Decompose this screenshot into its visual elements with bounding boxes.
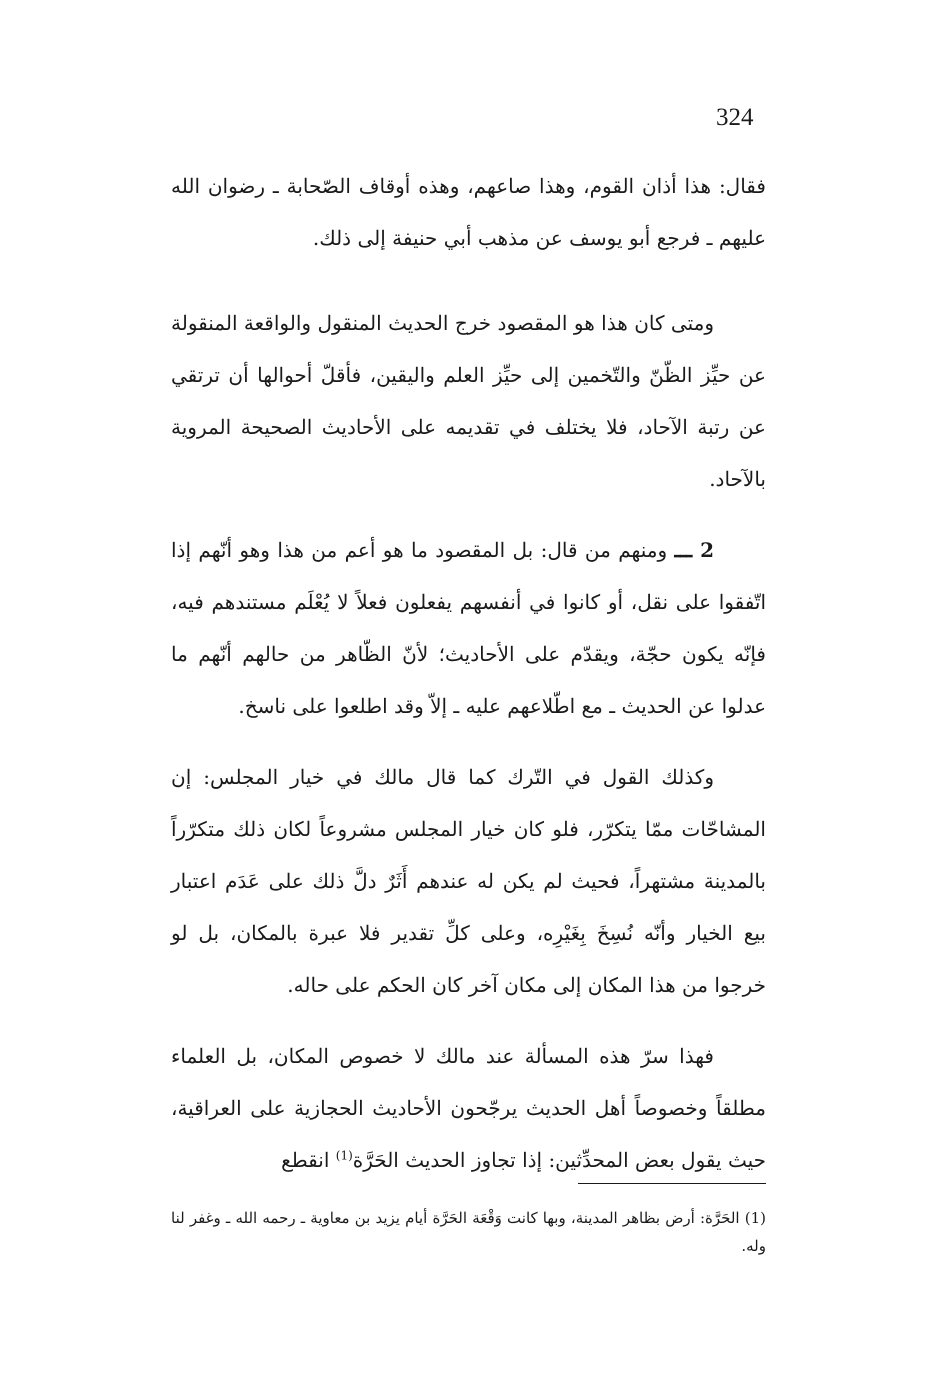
footnote [171,1204,766,1260]
paragraph-1-text: فقال: هذا أذان القوم، وهذا صاعهم، وهذه أوقاف الصّحابة ـ رضوان الله عليهم ـ فرجع أبو يوسف عن مذهب أبي حنيفة إلى ذلك. [171,174,766,250]
footnote-1 [171,1204,766,1260]
paragraph-1 [171,160,766,264]
footnote-reference[interactable]: (1) [335,1148,353,1163]
paragraph-5-tail: انقطع [281,1148,336,1172]
paragraph-3-text: ومنهم من قال: بل المقصود ما هو أعم من هذا وهو أنّهم إذا اتّفقوا على نقل، أو كانوا في أنفسهم يفعلون فعلاً لا يُعْلَم مستندهم فيه، فإنّه يكون حجّة، ويقدّم على الأحاديث؛ لأنّ الظّاهر من حالهم أنّهم ما عدلوا عن الحديث ـ مع اطّلاعهم عليه ـ إلاّ وقد اطلعوا على ناسخ. [171,538,766,718]
paragraph-2 [171,297,766,505]
paragraph-2-text: ومتى كان هذا هو المقصود خرج الحديث المنقول والواقعة المنقولة عن حيِّز الظّنّ والتّخمين إلى حيِّز العلم واليقين، فأقلّ أحوالها أن ترتقي عن رتبة الآحاد، فلا يختلف في تقديمه على الأحاديث الصحيحة المروية بالآحاد. [171,311,766,491]
paragraph-4-text: وكذلك القول في التّرك كما قال مالك في خيار المجلس: إن المشاحّات ممّا يتكرّر، فلو كان خيار المجلس مشروعاً لكان ذلك متكرّراً بالمدينة مشتهراً، فحيث لم يكن له عندهم أَثَرٌ دلَّ ذلك على عَدَم اعتبار بيع الخيار وأنّه نُسِخَ بِغَيْرِه، وعلى كلِّ تقدير فلا عبرة بالمكان، بل لو خرجوا من هذا المكان إلى مكان آخر كان الحكم على حاله. [171,765,766,997]
main-text [171,160,766,1205]
paragraph-5-text: فهذا سرّ هذه المسألة عند مالك لا خصوص المكان، بل العلماء مطلقاً وخصوصاً أهل الحديث يرجّحون الأحاديث الحجازية على العراقية، حيث يقول بعض المحدِّثين: إذا تجاوز الحديث الحَرَّة [171,1044,766,1172]
footnote-marker: (1) [744,1209,766,1227]
paragraph-5 [171,1030,766,1186]
paragraph-3-number: 2 ـــ [674,538,714,562]
paragraph-4 [171,751,766,1011]
paragraph-3 [171,524,766,732]
footnote-separator [578,1183,766,1184]
page-number: 324 [716,104,754,131]
footnote-text: الحَرَّة: أرض بظاهر المدينة، وبها كانت وَقْعَة الحَرَّة أيام يزيد بن معاوية ـ رحمه الله ـ وغفر لنا وله. [171,1209,766,1255]
